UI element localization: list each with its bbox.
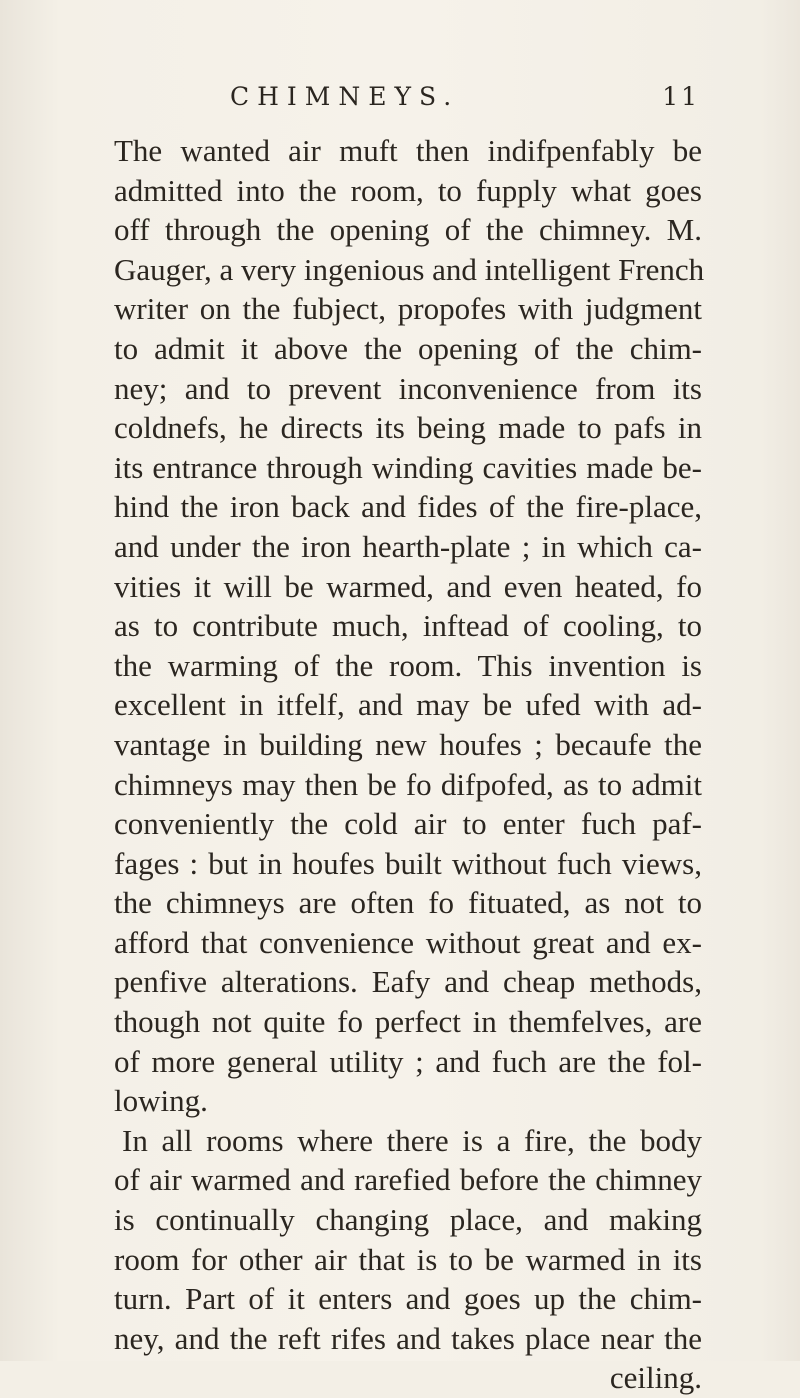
text-line: penfive alterations. Eafy and cheap methods, xyxy=(114,964,702,1000)
text-line: hind the iron back and fides of the fire-place, xyxy=(114,489,702,525)
text-line: of more general utility ; and fuch are the fol- xyxy=(114,1043,702,1079)
text-line: to admit it above the opening of the chim- xyxy=(114,330,702,366)
text-line: excellent in itfelf, and may be ufed with ad- xyxy=(114,687,702,723)
text-line: though not quite fo perfect in themfelves, are xyxy=(114,1004,702,1040)
text-line: admitted into the room, to fupply what goes xyxy=(114,172,702,208)
text-line: its entrance through winding cavities made be- xyxy=(114,449,702,485)
text-line: of air warmed and rarefied before the chimney xyxy=(114,1162,702,1198)
text-line: afford that convenience without great and ex- xyxy=(114,924,702,960)
text-line: as to contribute much, inftead of cooling, to xyxy=(114,608,702,644)
text-line: and under the iron hearth-plate ; in which ca- xyxy=(114,528,702,564)
running-title: CHIMNEYS. xyxy=(230,82,460,111)
text-line: vantage in building new houfes ; becaufe the xyxy=(114,726,702,762)
page-number: 11 xyxy=(662,82,700,111)
text-line: off through the opening of the chimney. M. xyxy=(114,212,702,248)
text-line: Gauger, a very ingenious and intelligent French xyxy=(114,251,705,287)
text-line: ney; and to prevent inconvenience from its xyxy=(114,370,702,406)
text-line: In all rooms where there is a fire, the body xyxy=(122,1122,702,1158)
text-line: fages : but in houfes built without fuch views, xyxy=(114,845,702,881)
body-text xyxy=(114,131,705,1398)
text-line: coldnefs, he directs its being made to pafs in xyxy=(114,410,702,446)
text-line: room for other air that is to be warmed in its xyxy=(114,1241,702,1277)
text-line: the warming of the room. This invention is xyxy=(114,647,702,683)
text-line: conveniently the cold air to enter fuch paf- xyxy=(114,806,702,842)
text-line: turn. Part of it enters and goes up the chim- xyxy=(114,1281,702,1317)
text-line: lowing. xyxy=(114,1083,208,1119)
text-line: writer on the fubject, propofes with judgment xyxy=(114,291,702,327)
text-line: the chimneys are often fo fituated, as not to xyxy=(114,885,702,921)
catchword: ceiling. xyxy=(609,1360,702,1396)
text-line: is continually changing place, and making xyxy=(114,1202,702,1238)
page-header xyxy=(230,82,700,112)
text-line: vities it will be warmed, and even heated, fo xyxy=(114,568,702,604)
text-line: The wanted air muft then indifpenfably be xyxy=(114,133,702,168)
text-line: ney, and the reft rifes and takes place near the xyxy=(114,1320,702,1356)
text-line: chimneys may then be fo difpofed, as to admit xyxy=(114,766,702,802)
